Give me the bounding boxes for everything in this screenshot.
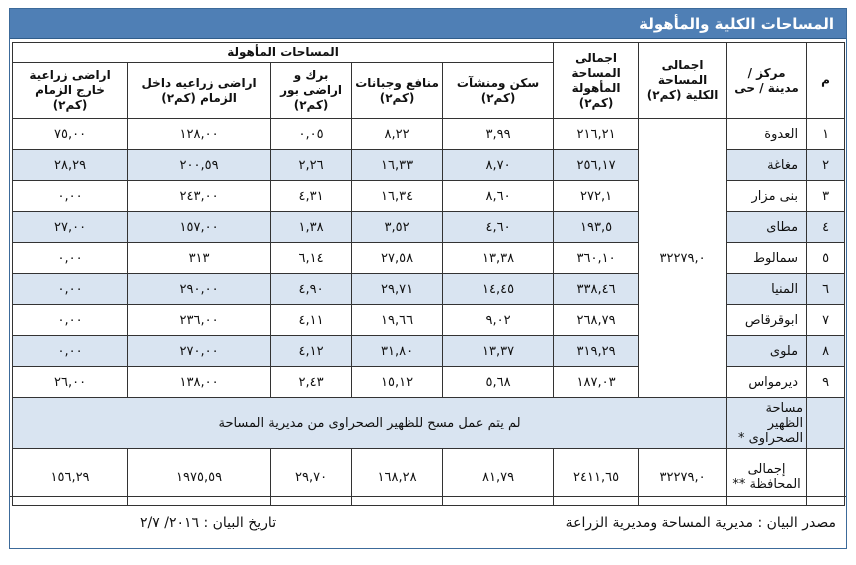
row-housing: ٨,٦٠ (443, 181, 554, 212)
row-agri-out: ٠,٠٠ (13, 243, 128, 274)
row-inhabited: ٢١٦,٢١ (554, 119, 639, 150)
header-agri-outside: اراضى زراعية خارج الزمام (كم٢) (13, 63, 128, 119)
row-utilities: ٢٧,٥٨ (352, 243, 443, 274)
row-inhabited: ٢٥٦,١٧ (554, 150, 639, 181)
row-utilities: ٢٩,٧١ (352, 274, 443, 305)
row-number: ٧ (807, 305, 845, 336)
row-center-name: سمالوط (727, 243, 807, 274)
total-agri-in: ١٩٧٥,٥٩ (128, 449, 271, 506)
row-ponds: ٤,١١ (271, 305, 352, 336)
header-housing: سكن ومنشآت (كم٢) (443, 63, 554, 119)
row-agri-in: ٣١٣ (128, 243, 271, 274)
row-agri-in: ١٢٨,٠٠ (128, 119, 271, 150)
footer-date: تاريخ البيان : ٢٠١٦/ ٢/٧ (140, 514, 277, 531)
row-inhabited: ٣٦٠,١٠ (554, 243, 639, 274)
row-ponds: ٢,٤٣ (271, 367, 352, 398)
header-center: مركز / مدينة / حى (727, 43, 807, 119)
header-utilities: منافع وجبانات (كم٢) (352, 63, 443, 119)
row-agri-out: ٠,٠٠ (13, 336, 128, 367)
row-agri-in: ٢٤٣,٠٠ (128, 181, 271, 212)
header-agri-inside: اراضى زراعيه داخل الزمام (كم٢) (128, 63, 271, 119)
row-agri-out: ٧٥,٠٠ (13, 119, 128, 150)
total-label: إجمالى المحافظة ** (727, 449, 807, 506)
table-footer (10, 496, 846, 548)
row-number: ٩ (807, 367, 845, 398)
total-area: ٣٢٢٧٩,٠ (639, 449, 727, 506)
row-inhabited: ٢٧٢,١ (554, 181, 639, 212)
document-frame (9, 8, 847, 549)
row-number: ٢ (807, 150, 845, 181)
area-table (12, 42, 845, 506)
header-ponds: برك و اراضى بور (كم٢) (271, 63, 352, 119)
row-inhabited: ١٩٣,٥ (554, 212, 639, 243)
row-agri-in: ٢٣٦,٠٠ (128, 305, 271, 336)
header-inhabited-group: المساحات المأهولة (13, 43, 554, 63)
row-center-name: بنى مزار (727, 181, 807, 212)
row-housing: ٥,٦٨ (443, 367, 554, 398)
row-center-name: مغاغة (727, 150, 807, 181)
header-total-area: اجمالى المساحة الكلية (كم٢) (639, 43, 727, 119)
row-utilities: ١٩,٦٦ (352, 305, 443, 336)
row-housing: ١٤,٤٥ (443, 274, 554, 305)
desert-note: لم يتم عمل مسح للظهير الصحراوى من مديرية المساحة (13, 398, 727, 449)
row-agri-in: ١٣٨,٠٠ (128, 367, 271, 398)
row-housing: ٣,٩٩ (443, 119, 554, 150)
row-agri-out: ٠,٠٠ (13, 181, 128, 212)
row-inhabited: ١٨٧,٠٣ (554, 367, 639, 398)
row-housing: ٤,٦٠ (443, 212, 554, 243)
row-center-name: ابوقرقاص (727, 305, 807, 336)
row-agri-in: ٢٧٠,٠٠ (128, 336, 271, 367)
table-title: المساحات الكلية والمأهولة (10, 9, 846, 39)
row-ponds: ٤,١٢ (271, 336, 352, 367)
row-inhabited: ٣١٩,٢٩ (554, 336, 639, 367)
row-housing: ١٣,٣٨ (443, 243, 554, 274)
row-ponds: ٦,١٤ (271, 243, 352, 274)
row-utilities: ٨,٢٢ (352, 119, 443, 150)
row-agri-out: ٢٨,٢٩ (13, 150, 128, 181)
row-agri-in: ٢٩٠,٠٠ (128, 274, 271, 305)
header-m: م (807, 43, 845, 119)
row-inhabited: ٢٦٨,٧٩ (554, 305, 639, 336)
row-number: ١ (807, 119, 845, 150)
row-utilities: ١٦,٣٤ (352, 181, 443, 212)
row-inhabited: ٣٣٨,٤٦ (554, 274, 639, 305)
row-utilities: ٣١,٨٠ (352, 336, 443, 367)
total-ponds: ٢٩,٧٠ (271, 449, 352, 506)
row-number: ٥ (807, 243, 845, 274)
row-agri-out: ٢٧,٠٠ (13, 212, 128, 243)
header-total-inhabited: اجمالى المساحة المأهولة (كم٢) (554, 43, 639, 119)
desert-row (13, 398, 845, 449)
table-row (13, 119, 845, 150)
total-area-value: ٣٢٢٧٩,٠ (639, 119, 727, 398)
total-inhabited: ٢٤١١,٦٥ (554, 449, 639, 506)
row-agri-out: ٢٦,٠٠ (13, 367, 128, 398)
row-ponds: ٠,٠٥ (271, 119, 352, 150)
desert-m-cell (807, 398, 845, 449)
row-center-name: ديرمواس (727, 367, 807, 398)
footer-source: مصدر البيان : مديرية المساحة ومديرية الزراعة (565, 514, 836, 531)
row-number: ٦ (807, 274, 845, 305)
row-ponds: ٢,٢٦ (271, 150, 352, 181)
row-center-name: ملوى (727, 336, 807, 367)
row-utilities: ٣,٥٢ (352, 212, 443, 243)
row-utilities: ١٥,١٢ (352, 367, 443, 398)
row-agri-out: ٠,٠٠ (13, 305, 128, 336)
row-housing: ٨,٧٠ (443, 150, 554, 181)
row-ponds: ٤,٣١ (271, 181, 352, 212)
row-center-name: العدوة (727, 119, 807, 150)
row-number: ٨ (807, 336, 845, 367)
row-center-name: المنيا (727, 274, 807, 305)
row-housing: ٩,٠٢ (443, 305, 554, 336)
row-center-name: مطاى (727, 212, 807, 243)
row-agri-out: ٠,٠٠ (13, 274, 128, 305)
row-agri-in: ٢٠٠,٥٩ (128, 150, 271, 181)
total-utilities: ١٦٨,٢٨ (352, 449, 443, 506)
row-ponds: ٤,٩٠ (271, 274, 352, 305)
total-housing: ٨١,٧٩ (443, 449, 554, 506)
row-number: ٤ (807, 212, 845, 243)
row-number: ٣ (807, 181, 845, 212)
row-housing: ١٣,٣٧ (443, 336, 554, 367)
row-agri-in: ١٥٧,٠٠ (128, 212, 271, 243)
row-ponds: ١,٣٨ (271, 212, 352, 243)
total-agri-out: ١٥٦,٢٩ (13, 449, 128, 506)
row-utilities: ١٦,٣٣ (352, 150, 443, 181)
desert-label: مساحة الظهير الصحراوى * (727, 398, 807, 449)
